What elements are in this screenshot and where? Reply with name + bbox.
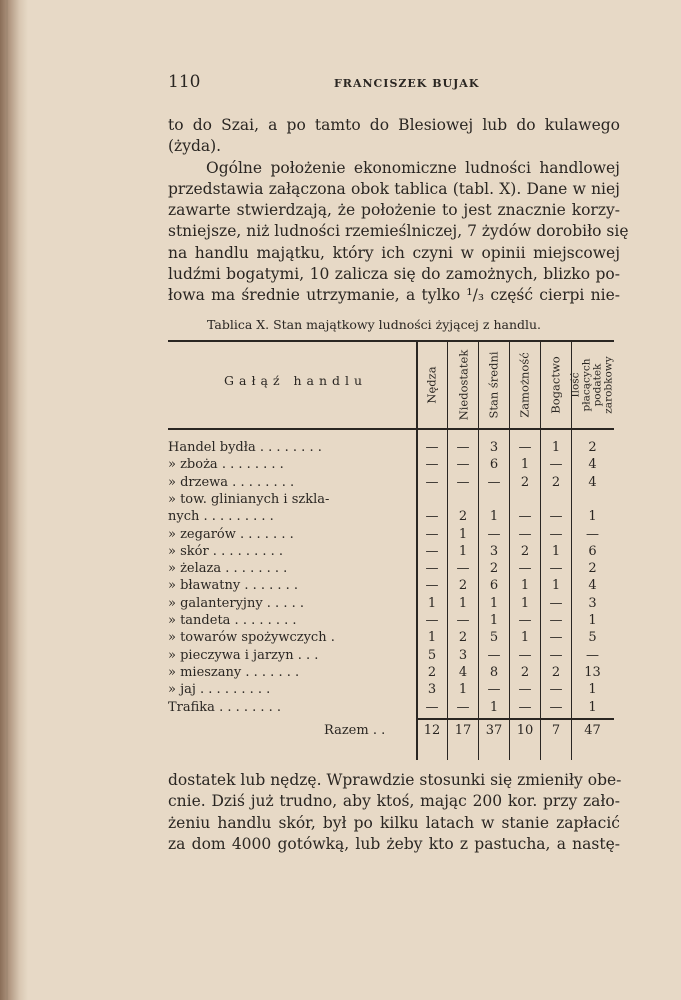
table-cell: — (456, 561, 470, 577)
table-cell: 1 (520, 578, 530, 594)
page-number: 110 (168, 72, 201, 92)
table-cell: — (456, 699, 470, 715)
table-cell: — (549, 595, 563, 611)
table-top-rule (168, 340, 614, 342)
column-header-branch: Gałąź handlu (224, 373, 368, 388)
table-row (168, 648, 614, 665)
table-cell: 3 (489, 440, 499, 455)
table-cell: 1 (520, 595, 530, 611)
table-cell: 4 (458, 664, 468, 680)
page-header (168, 72, 614, 92)
table-cell: — (549, 526, 563, 542)
table-cell: — (487, 474, 501, 490)
paragraph-bottom (168, 770, 620, 855)
table-row (168, 544, 614, 561)
table-cell: 1 (551, 578, 561, 594)
table-cell: — (425, 613, 439, 628)
table-cell: 2 (588, 440, 597, 455)
table-cell: 37 (485, 723, 503, 738)
table-cell: 1 (458, 595, 468, 611)
table-cell: — (518, 647, 532, 663)
row-label: » bławatny . . . . . . . (168, 578, 299, 594)
table-cell: 2 (520, 664, 530, 680)
text-line: stniejsze, niż ludności rzemieślniczej, 7 żydów dorobiło się (168, 222, 629, 241)
table-cell: 4 (588, 578, 597, 594)
text-line: Ogólne położenie ekonomiczne ludności handlowej (206, 158, 620, 177)
table-cell: 1 (489, 509, 499, 525)
running-head: FRANCISZEK BUJAK (334, 77, 480, 90)
text-line: na handlu majątku, który ich czyni w opinii miejscowej (168, 243, 620, 262)
table-cell: 1 (588, 682, 597, 698)
total-row (168, 723, 614, 740)
table-cell: 3 (427, 682, 437, 698)
table-cell: 1 (551, 440, 561, 455)
column-header: Zamożność (518, 352, 532, 418)
text-line: (żyda). (168, 137, 222, 156)
table-cell: 1 (588, 509, 597, 525)
table-cell: — (518, 613, 532, 628)
table-cell: 5 (588, 630, 597, 646)
table-sum-rule (416, 718, 614, 720)
table-cell: 2 (551, 664, 561, 680)
table-cell: — (425, 578, 439, 594)
table-cell: — (425, 699, 439, 715)
row-label: » mieszany . . . . . . . (168, 664, 300, 680)
table-row (168, 509, 614, 526)
table-cell: — (425, 526, 439, 542)
table-cell: 3 (588, 595, 597, 611)
table-cell: — (549, 630, 563, 646)
table-row (168, 682, 614, 699)
total-label: Razem . . (324, 723, 386, 738)
row-label: » skór . . . . . . . . . (168, 543, 284, 559)
table-cell: — (425, 543, 439, 559)
row-label: » drzewa . . . . . . . . (168, 474, 295, 490)
table-cell: — (425, 509, 439, 525)
table-cell: — (456, 440, 470, 455)
table-cell: — (549, 613, 563, 628)
table-row (168, 665, 614, 682)
table-row (168, 457, 614, 474)
table-cell: 17 (454, 723, 472, 738)
table-cell: 3 (458, 647, 468, 663)
table-row (168, 630, 614, 647)
table-cell: 7 (551, 723, 561, 738)
table-cell: 4 (588, 457, 597, 473)
table-cell: 1 (489, 613, 499, 628)
row-label: nych . . . . . . . . . (168, 509, 274, 525)
row-label: » zegarów . . . . . . . (168, 526, 294, 542)
table-cell: — (487, 526, 501, 542)
data-table (168, 340, 614, 760)
row-label: » jaj . . . . . . . . . (168, 682, 271, 698)
text-line: żeniu handlu skór, był po kilku latach w stanie zapłacić (168, 813, 620, 832)
table-row (168, 578, 614, 595)
table-cell: — (518, 699, 532, 715)
table-cell: 2 (489, 561, 499, 577)
table-row (168, 492, 614, 509)
table-cell: — (549, 699, 563, 715)
table-row (168, 475, 614, 492)
table-cell: 6 (489, 578, 499, 594)
table-cell: 2 (520, 474, 530, 490)
table-row (168, 613, 614, 630)
table-cell: 1 (588, 613, 597, 628)
table-cell: 10 (516, 723, 534, 738)
table-cell: — (586, 647, 599, 663)
table-cell: 5 (427, 647, 437, 663)
paragraph-top (168, 115, 629, 307)
table-cell: 12 (423, 723, 441, 738)
table-cell: 2 (458, 509, 468, 525)
table-cell: — (518, 682, 532, 698)
table-cell: 1 (588, 699, 597, 715)
table-cell: 3 (489, 543, 499, 559)
table-cell: — (549, 647, 563, 663)
row-label: » pieczywa i jarzyn . . . (168, 647, 319, 663)
text-line: zawarte stwierdzają, że położenie to jest znacznie korzy- (168, 201, 620, 220)
table-cell: — (456, 613, 470, 628)
table-cell: — (586, 526, 599, 542)
row-label: Handel bydła . . . . . . . . (168, 440, 322, 455)
table-cell: 13 (584, 664, 601, 680)
table-cell: — (518, 561, 532, 577)
book-page-edge (0, 0, 28, 1000)
table-cell: 2 (588, 561, 597, 577)
row-label: » tandeta . . . . . . . . (168, 613, 297, 628)
table-cell: 1 (520, 630, 530, 646)
table-cell: 6 (588, 543, 597, 559)
table-cell: 1 (489, 595, 499, 611)
text-line: przedstawia załączona obok tablica (tabl. X). Dane w niej (168, 179, 620, 198)
table-cell: — (425, 440, 439, 455)
table-cell: 1 (489, 699, 499, 715)
table-cell: 1 (427, 595, 437, 611)
table-cell: — (456, 457, 470, 473)
table-row (168, 527, 614, 544)
table-row (168, 596, 614, 613)
table-cell: 1 (458, 682, 468, 698)
row-label: Trafika . . . . . . . . (168, 699, 282, 715)
text-line: ludźmi bogatymi, 10 zalicza się do zamożnych, blizko po- (168, 265, 620, 284)
table-cell: — (425, 457, 439, 473)
table-cell: 47 (584, 723, 601, 738)
table-cell: — (487, 682, 501, 698)
row-label: » tow. glinianych i szkla- (168, 491, 330, 507)
table-row (168, 440, 614, 457)
text-line: za dom 4000 gotówką, lub żeby kto z pastucha, a nastę- (168, 834, 620, 853)
table-cell: 5 (489, 630, 499, 646)
table-cell: — (456, 474, 470, 490)
table-cell: — (518, 440, 532, 455)
column-header: Stan średni (487, 351, 502, 419)
table-cell: 6 (489, 457, 499, 473)
table-cell: 2 (427, 664, 437, 680)
column-header: Bogactwo (549, 356, 564, 414)
row-label: » zboża . . . . . . . . (168, 457, 284, 473)
table-cell: 2 (551, 474, 561, 490)
table-cell: — (549, 561, 563, 577)
table-cell: 1 (520, 457, 530, 473)
table-row (168, 561, 614, 578)
table-cell: 1 (551, 543, 561, 559)
table-cell: 1 (427, 630, 437, 646)
table-row (168, 700, 614, 717)
table-caption: Tablica X. Stan majątkowy ludności żyjącej z handlu. (207, 317, 542, 332)
table-cell: 1 (458, 526, 468, 542)
column-header: Nędza (425, 366, 439, 404)
row-label: » żelaza . . . . . . . . (168, 561, 288, 577)
table-cell: 8 (489, 664, 499, 680)
column-header: Niedostatek (456, 349, 471, 421)
table-cell: 2 (458, 578, 468, 594)
table-cell: — (425, 561, 439, 577)
table-cell: — (549, 457, 563, 473)
text-line: łowa ma średnie utrzymanie, a tylko ¹/₃ część cierpi nie- (168, 286, 620, 305)
table-cell: — (518, 526, 532, 542)
text-line: dostatek lub nędzę. Wprawdzie stosunki się zmieniły obe- (168, 771, 622, 789)
table-cell: 1 (458, 543, 468, 559)
row-label: » towarów spożywczych . (168, 630, 335, 646)
table-cell: — (518, 509, 532, 525)
text-line: to do Szai, a po tamto do Blesiowej lub do kulawego (168, 116, 620, 134)
table-cell: — (549, 509, 563, 525)
table-cell: — (487, 647, 501, 663)
text-line: cnie. Dziś już trudno, aby ktoś, mając 200 kor. przy zało- (168, 792, 620, 811)
table-cell: 2 (520, 543, 530, 559)
table-cell: 4 (588, 474, 597, 490)
table-cell: — (425, 474, 439, 490)
table-cell: — (549, 682, 563, 698)
column-header: Ilość płacących podatek zarobkowy (570, 356, 616, 414)
table-header-rule (168, 428, 614, 430)
table-cell: 2 (458, 630, 468, 646)
row-label: » galanteryjny . . . . . (168, 595, 304, 611)
